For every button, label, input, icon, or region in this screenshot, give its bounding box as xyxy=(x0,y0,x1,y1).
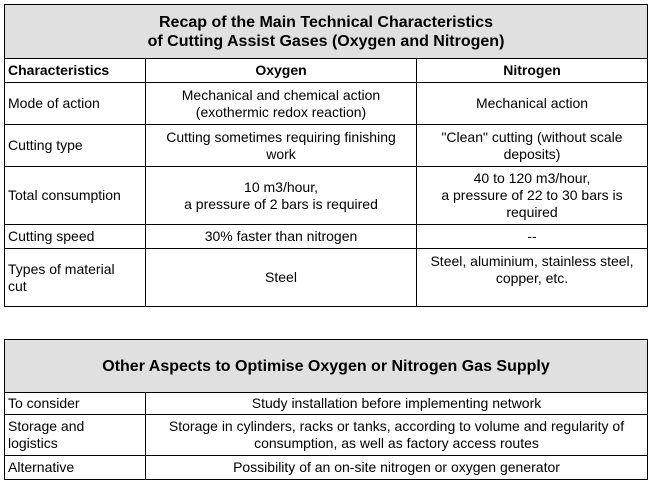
row-label xyxy=(5,393,146,415)
cell-line: a pressure of 22 to 30 bars is xyxy=(441,187,623,203)
cell-line: Cutting sometimes requiring finishing xyxy=(166,128,396,145)
technical-characteristics-table xyxy=(4,4,648,307)
gas-supply-aspects-table xyxy=(4,339,648,480)
cell-line: Storage in cylinders, racks or tanks, according to volume and regularity of xyxy=(168,418,625,434)
header-oxygen: Oxygen xyxy=(146,59,417,83)
nitrogen-cell xyxy=(417,225,648,249)
cell-line: Study installation before implementing network xyxy=(251,395,542,411)
table-row xyxy=(5,83,648,125)
cell-line: consumption, as well as factory access routes xyxy=(254,435,539,451)
cell-line: Alternative xyxy=(8,459,75,475)
cell-line: -- xyxy=(527,228,537,244)
cell-line: cut xyxy=(8,277,27,294)
cell-line: work xyxy=(266,145,296,162)
table1-title xyxy=(5,5,648,59)
row-label xyxy=(5,415,146,456)
cell-line: Mechanical action xyxy=(475,95,589,111)
cell-line: Steel xyxy=(265,269,297,285)
oxygen-cell xyxy=(146,167,417,225)
cell-line: copper, etc. xyxy=(495,270,569,286)
header-characteristics: Characteristics xyxy=(5,59,146,83)
cell-line: To consider xyxy=(8,395,80,411)
nitrogen-cell xyxy=(417,249,648,307)
cell-line: Storage and xyxy=(8,418,85,434)
table-row xyxy=(5,225,648,249)
cell-line: a pressure of 2 bars is required xyxy=(184,195,378,212)
cell-line: "Clean" cutting (without scale xyxy=(441,128,623,145)
oxygen-cell xyxy=(146,225,417,249)
table-row xyxy=(5,125,648,167)
table2-title: Other Aspects to Optimise Oxygen or Nitrogen Gas Supply xyxy=(5,340,648,393)
cell-line: deposits) xyxy=(503,145,561,162)
row-label xyxy=(5,456,146,480)
table-row xyxy=(5,456,648,480)
table-row xyxy=(5,249,648,307)
row-label: Total consumption xyxy=(5,167,146,225)
oxygen-cell xyxy=(146,125,417,167)
row-label: Cutting speed xyxy=(5,225,146,249)
value-cell xyxy=(146,393,648,415)
cell-line: Types of material xyxy=(8,260,115,277)
cell-line: 30% faster than nitrogen xyxy=(204,228,358,244)
table1-title-line1: Recap of the Main Technical Characteristics xyxy=(159,13,494,31)
oxygen-cell xyxy=(146,249,417,307)
cell-line: Mechanical and chemical action xyxy=(181,86,381,103)
cell-line: (exothermic redox reaction) xyxy=(195,103,367,120)
cell-line: 10 m3/hour, xyxy=(244,178,318,195)
table1-title-line2: of Cutting Assist Gases (Oxygen and Nitrogen) xyxy=(147,32,505,50)
header-nitrogen: Nitrogen xyxy=(417,59,648,83)
table-row xyxy=(5,167,648,225)
value-cell xyxy=(146,456,648,480)
cell-line: Possibility of an on-site nitrogen or oxygen generator xyxy=(233,459,560,475)
nitrogen-cell xyxy=(417,167,648,225)
nitrogen-cell xyxy=(417,125,648,167)
cell-line: 40 to 120 m3/hour, xyxy=(473,170,591,186)
cell-line: required xyxy=(506,204,558,220)
nitrogen-cell xyxy=(417,83,648,125)
oxygen-cell xyxy=(146,83,417,125)
row-label: Mode of action xyxy=(5,83,146,125)
row-label: Cutting type xyxy=(5,125,146,167)
value-cell xyxy=(146,415,648,456)
row-label xyxy=(5,249,146,307)
cell-line: logistics xyxy=(8,435,58,451)
table-row xyxy=(5,415,648,456)
table-row xyxy=(5,393,648,415)
cell-line: Steel, aluminium, stainless steel, xyxy=(430,253,634,269)
